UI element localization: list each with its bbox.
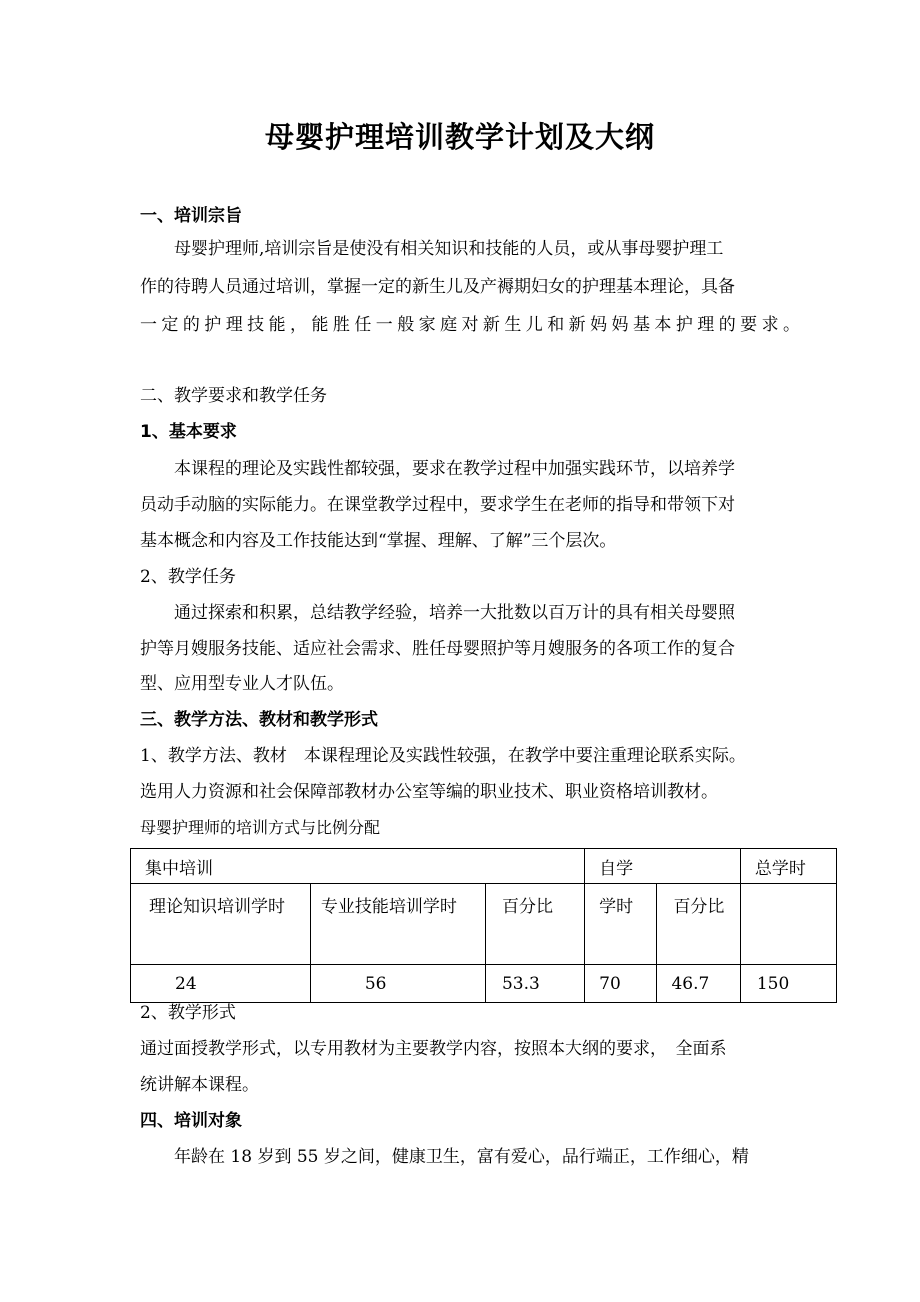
table-cell: 70 [585, 965, 657, 1003]
table-header-cell [740, 884, 836, 965]
subsection-heading: 2、教学形式 [140, 1003, 236, 1023]
table-row [131, 849, 837, 884]
table-cell: 53.3 [485, 965, 584, 1003]
paragraph-line: 型、应用型专业人才队伍。 [140, 674, 344, 694]
subsection-heading: 1、基本要求 [140, 422, 237, 442]
section-4-heading: 四、培训对象 [140, 1111, 242, 1131]
paragraph-line: 通过面授教学形式，以专用教材为主要教学内容，按照本大纲的要求， 全面系 [140, 1039, 727, 1059]
table-row [131, 965, 837, 1003]
paragraph-line: 年龄在 18 岁到 55 岁之间，健康卫生，富有爱心，品行端正，工作细心，精 [174, 1147, 749, 1167]
table-cell: 56 [310, 965, 485, 1003]
paragraph-line: 基本概念和内容及工作技能达到“掌握、理解、了解”三个层次。 [140, 531, 617, 551]
table-header-cell: 自学 [585, 849, 741, 884]
table-row [131, 884, 837, 965]
paragraph-line: 本课程的理论及实践性都较强，要求在教学过程中加强实践环节，以培养学 [174, 459, 735, 479]
section-2-heading: 二、教学要求和教学任务 [140, 386, 327, 406]
paragraph-line: 通过探索和积累，总结教学经验，培养一大批数以百万计的具有相关母婴照 [174, 603, 735, 623]
table-header-cell: 总学时 [740, 849, 836, 884]
table-header-cell: 百分比 [657, 884, 740, 965]
training-allocation-table [130, 848, 837, 1003]
paragraph-line: 1、教学方法、教材 本课程理论及实践性较强，在教学中要注重理论联系实际。 [140, 746, 746, 766]
table-cell: 24 [131, 965, 311, 1003]
table-caption: 母婴护理师的培训方式与比例分配 [140, 818, 381, 837]
table-cell: 46.7 [657, 965, 740, 1003]
section-3-heading: 三、教学方法、教材和教学形式 [140, 710, 378, 730]
section-1-heading: 一、培训宗旨 [140, 206, 242, 226]
document-title: 母婴护理培训教学计划及大纲 [264, 120, 655, 154]
table-header-cell: 学时 [585, 884, 657, 965]
table-header-cell: 集中培训 [131, 849, 585, 884]
paragraph-line: 母婴护理师,培训宗旨是使没有相关知识和技能的人员，或从事母婴护理工 [174, 239, 724, 259]
paragraph-line: 选用人力资源和社会保障部教材办公室等编的职业技术、职业资格培训教材。 [140, 782, 718, 802]
table-cell: 150 [740, 965, 836, 1003]
table-header-cell: 专业技能培训学时 [310, 884, 485, 965]
table-header-cell: 百分比 [485, 884, 584, 965]
paragraph-line: 员动手动脑的实际能力。在课堂教学过程中，要求学生在老师的指导和带领下对 [140, 495, 735, 515]
table-header-cell: 理论知识培训学时 [131, 884, 311, 965]
paragraph-line: 统讲解本课程。 [140, 1075, 259, 1095]
paragraph-line: 作的待聘人员通过培训，掌握一定的新生儿及产褥期妇女的护理基本理论，具备 [140, 277, 735, 297]
paragraph-line: 一定的护理技能，能胜任一般家庭对新生儿和新妈妈基本护理的要求。 [140, 315, 800, 335]
paragraph-line: 护等月嫂服务技能、适应社会需求、胜任母婴照护等月嫂服务的各项工作的复合 [140, 639, 735, 659]
subsection-heading: 2、教学任务 [140, 567, 236, 587]
